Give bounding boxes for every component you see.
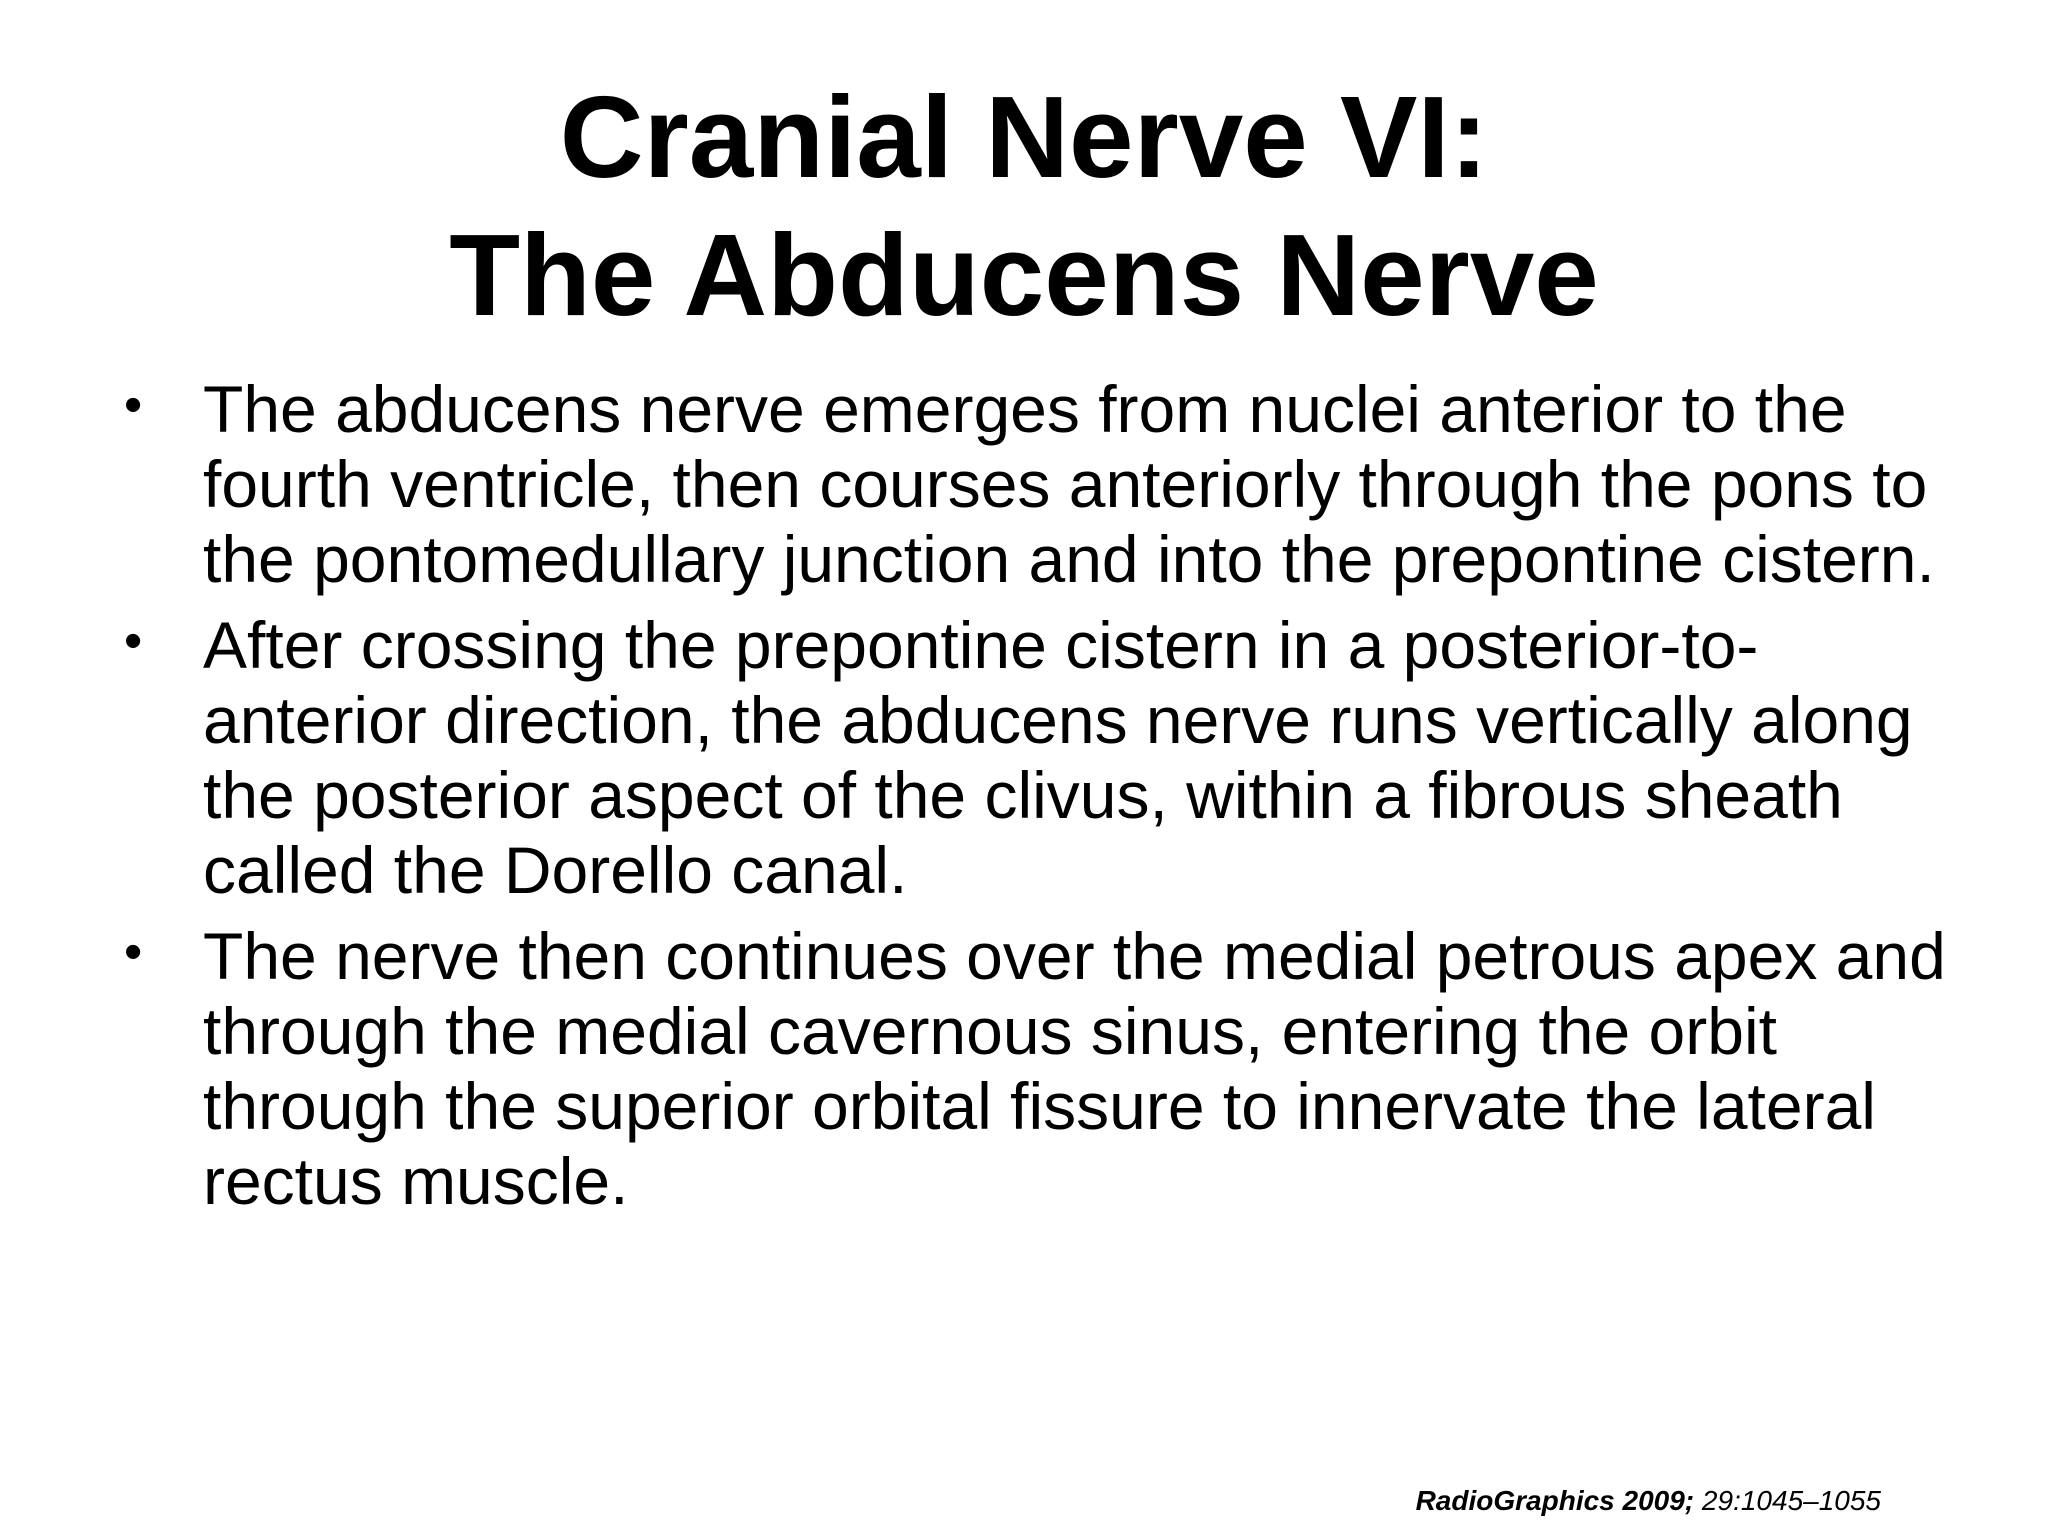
bullet-list xyxy=(120,372,1980,1230)
bullet-item-1 xyxy=(120,372,1980,597)
bullet-marker: • xyxy=(124,923,143,981)
bullet-text: After crossing the prepontine cistern in a posterior-to-anterior direction, the abducens nerve runs vertically along the posterior aspect of the clivus, within a fibrous sheath called the Dorello canal. xyxy=(203,608,1913,907)
slide-title xyxy=(0,68,2048,344)
citation-pages: 29:1045–1055 xyxy=(1701,1485,1881,1516)
bullet-marker: • xyxy=(124,612,143,670)
citation xyxy=(1416,1484,1881,1518)
title-line-1: Cranial Nerve VI: xyxy=(559,72,1489,202)
bullet-text: The abducens nerve emerges from nuclei anterior to the fourth ventricle, then courses anteriorly through the pons to the pontomedullary junction and into the prepontine cistern. xyxy=(203,372,1935,596)
bullet-marker: • xyxy=(124,376,143,434)
title-line-2: The Abducens Nerve xyxy=(449,210,1599,340)
bullet-item-3 xyxy=(120,919,1980,1219)
bullet-item-2 xyxy=(120,608,1980,908)
citation-journal: RadioGraphics 2009; xyxy=(1415,1485,1695,1516)
bullet-text: The nerve then continues over the medial petrous apex and through the medial cavernous sinus, entering the orbit through the superior orbital fissure to innervate the lateral rectus muscle. xyxy=(203,919,1946,1218)
